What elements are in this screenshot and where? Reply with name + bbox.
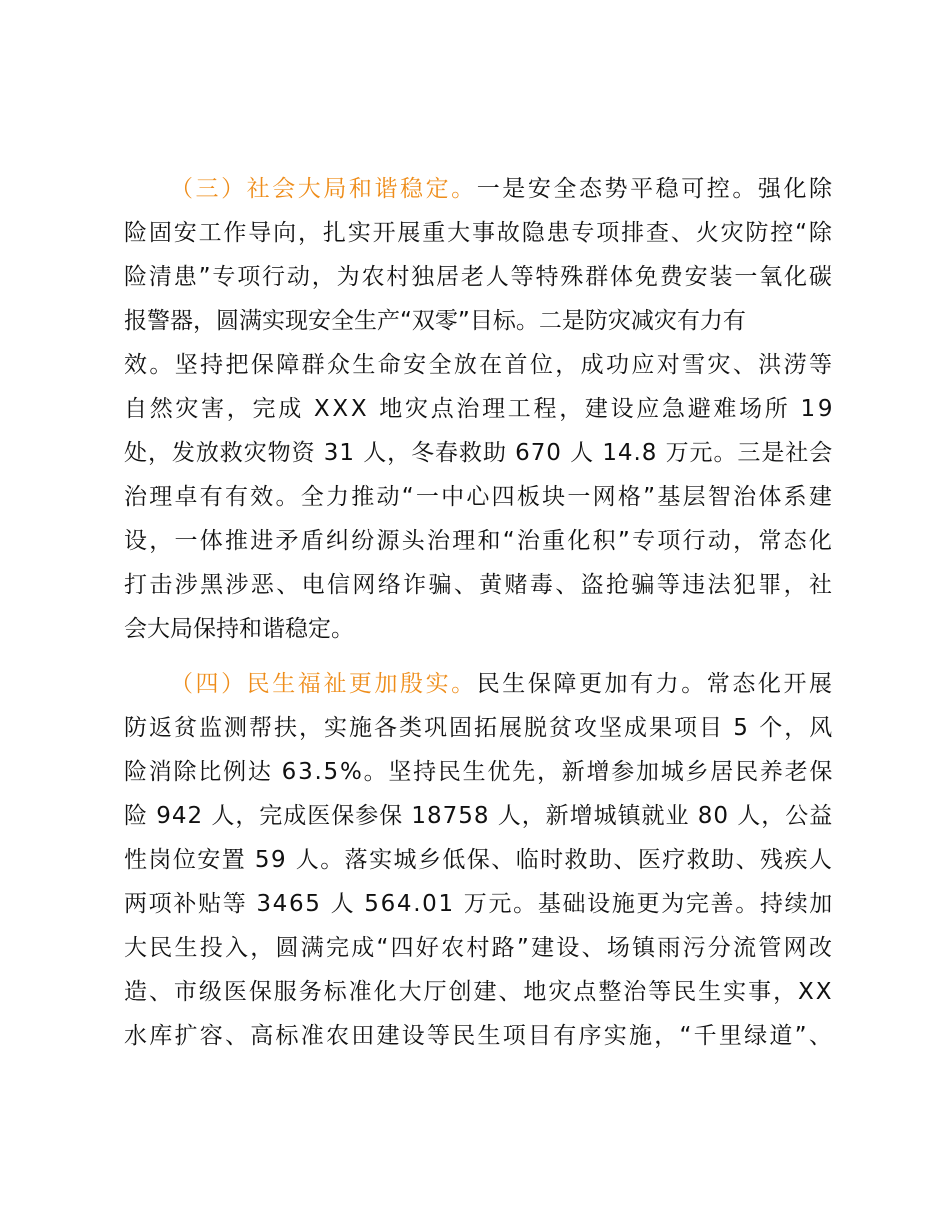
body-line: 设，一体推进矛盾纠纷源头治理和“治重化积”专项行动，常态化 [124,528,835,554]
body-line: 险清患”专项行动，为农村独居老人等特殊群体免费安装一氧化碳 [124,264,834,290]
body-line: 治理卓有有效。全力推动“一中心四板块一网格”基层智治体系建 [124,484,835,510]
body-line: 水库扩容、高标准农田建设等民生项目有序实施，“千里绿道”、 [124,1023,835,1049]
body-line: 造、市级医保服务标准化大厅创建、地灾点整治等民生实事，XX [124,979,834,1005]
paragraph-first-line [170,174,835,204]
section-heading: （三）社会大局和谐稳定。 [170,176,477,202]
body-line: 两项补贴等 3465 人 564.01 万元。基础设施更为完善。持续加 [124,891,834,917]
body-line: 大民生投入，圆满完成“四好农村路”建设、场镇雨污分流管网改 [124,935,835,961]
body-text: 一是安全态势平稳可控。强化除 [476,176,835,202]
body-line: 性岗位安置 59 人。落实城乡低保、临时救助、医疗救助、残疾人 [124,847,834,873]
body-text: 民生保障更加有力。常态化开展 [476,671,835,697]
body-line: 处，发放救灾物资 31 人，冬春救助 670 人 14.8 万元。三是社会 [124,440,834,466]
body-line: 打击涉黑涉恶、电信网络诈骗、黄赌毒、盗抢骗等违法犯罪，社 [124,572,835,598]
body-line: 险 942 人，完成医保参保 18758 人，新增城镇就业 80 人，公益 [124,803,834,829]
body-line: 险固安工作导向，扎实开展重大事故隐患专项排查、火灾防控“除 [124,220,834,246]
body-line: 防返贫监测帮扶，实施各类巩固拓展脱贫攻坚成果项目 5 个，风 [124,715,835,741]
body-line: 效。坚持把保障群众生命安全放在首位，成功应对雪灾、洪涝等 [124,352,835,378]
body-line: 会大局保持和谐稳定。 [124,616,354,642]
paragraph-first-line [170,669,835,699]
section-heading: （四）民生福祉更加殷实。 [170,671,477,697]
body-line: 险消除比例达 63.5%。坚持民生优先，新增参加城乡居民养老保 [124,759,835,785]
body-line: 自然灾害，完成 XXX 地灾点治理工程，建设应急避难场所 19 [124,396,836,422]
body-line: 报警器，圆满实现安全生产“双零”目标。二是防灾减灾有力有 [124,308,746,334]
